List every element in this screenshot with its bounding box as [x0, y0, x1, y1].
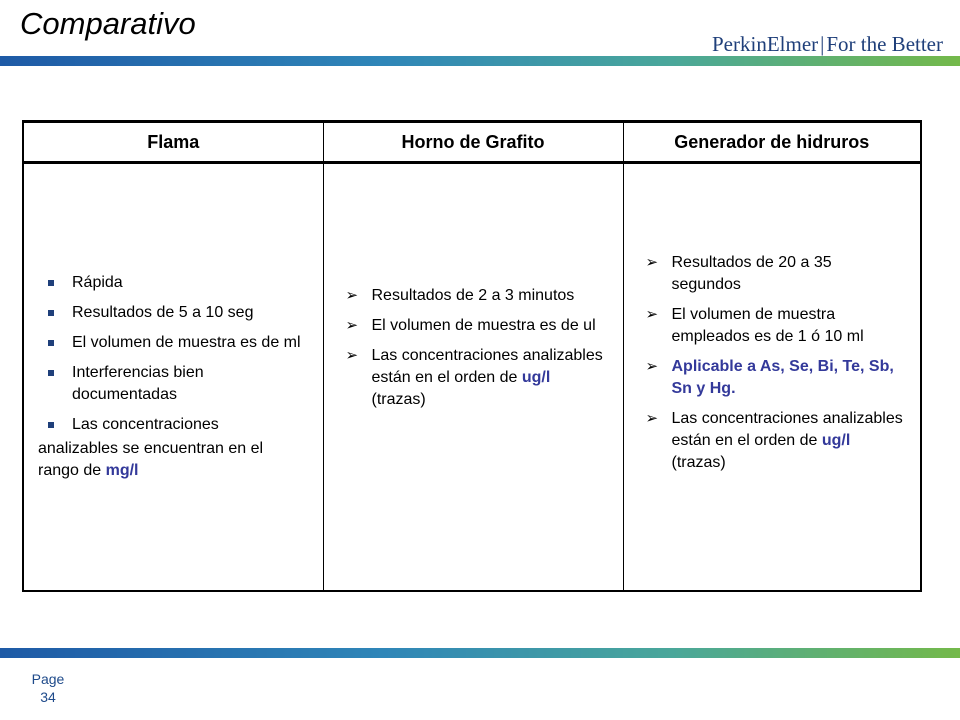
table-header-row	[23, 122, 921, 163]
comparison-table	[22, 120, 922, 592]
applicable-elements-text: Aplicable a As, Se, Bi, Te, Sb, Sn y Hg.	[671, 358, 894, 397]
list-item: ➢ Resultados de 2 a 3 minutos	[346, 285, 607, 307]
highlight-unit: ug/l	[521, 369, 551, 386]
page-label: Page	[31, 671, 65, 687]
highlight-unit: mg/l	[105, 462, 139, 479]
column-header-flama: Flama	[23, 122, 323, 163]
list-item	[646, 356, 905, 400]
flama-continuation-text: analizables se encuentran en el rango de mg/l	[38, 440, 264, 479]
list-item: Las concentraciones	[46, 414, 307, 436]
column-header-horno: Horno de Grafito	[323, 122, 623, 163]
flama-list	[46, 272, 307, 436]
arrow-bullet-icon: ➢	[645, 358, 659, 375]
square-bullet-icon	[48, 340, 54, 346]
footer-gradient-bar	[0, 648, 960, 658]
list-item: ➢ Las concentraciones analizables están en el orden de ug/l (trazas)	[345, 347, 603, 408]
square-bullet-icon	[48, 422, 54, 428]
list-item: ➢ El volumen de muestra empleados es de 1 ó 10 ml	[645, 306, 864, 345]
brand-separator: |	[820, 32, 825, 56]
cell-flama	[23, 163, 323, 592]
square-bullet-icon	[48, 370, 54, 376]
list-item: Resultados de 5 a 10 seg	[46, 302, 307, 324]
list-item: El volumen de muestra es de ml	[46, 332, 307, 354]
list-item: Interferencias bien documentadas	[46, 362, 307, 406]
list-item: ➢ Las concentraciones analizables están en el orden de ug/l (trazas)	[645, 410, 903, 471]
arrow-bullet-icon: ➢	[645, 410, 659, 427]
list-item: ➢ El volumen de muestra es de ul	[346, 315, 607, 337]
highlight-unit: ug/l	[821, 432, 851, 449]
arrow-bullet-icon: ➢	[345, 317, 359, 334]
column-header-hidruros: Generador de hidruros	[623, 122, 921, 163]
page-number	[30, 670, 66, 706]
cell-horno	[323, 163, 623, 592]
table-row	[23, 163, 921, 592]
header-gradient-bar	[0, 56, 960, 66]
brand-logo	[712, 32, 943, 57]
arrow-bullet-icon: ➢	[345, 287, 359, 304]
square-bullet-icon	[48, 280, 54, 286]
arrow-bullet-icon: ➢	[645, 254, 659, 271]
list-item: ➢ Resultados de 20 a 35 segundos	[645, 254, 832, 293]
brand-tagline: For the Better	[826, 32, 943, 56]
hidruros-list	[646, 252, 905, 474]
horno-list	[346, 285, 607, 411]
page-title: Comparativo	[20, 6, 196, 41]
cell-hidruros	[623, 163, 921, 592]
arrow-bullet-icon: ➢	[645, 306, 659, 323]
square-bullet-icon	[48, 310, 54, 316]
page-number-value: 34	[40, 689, 56, 705]
arrow-bullet-icon: ➢	[345, 347, 359, 364]
brand-name: PerkinElmer	[712, 32, 819, 56]
list-item: Rápida	[46, 272, 307, 294]
